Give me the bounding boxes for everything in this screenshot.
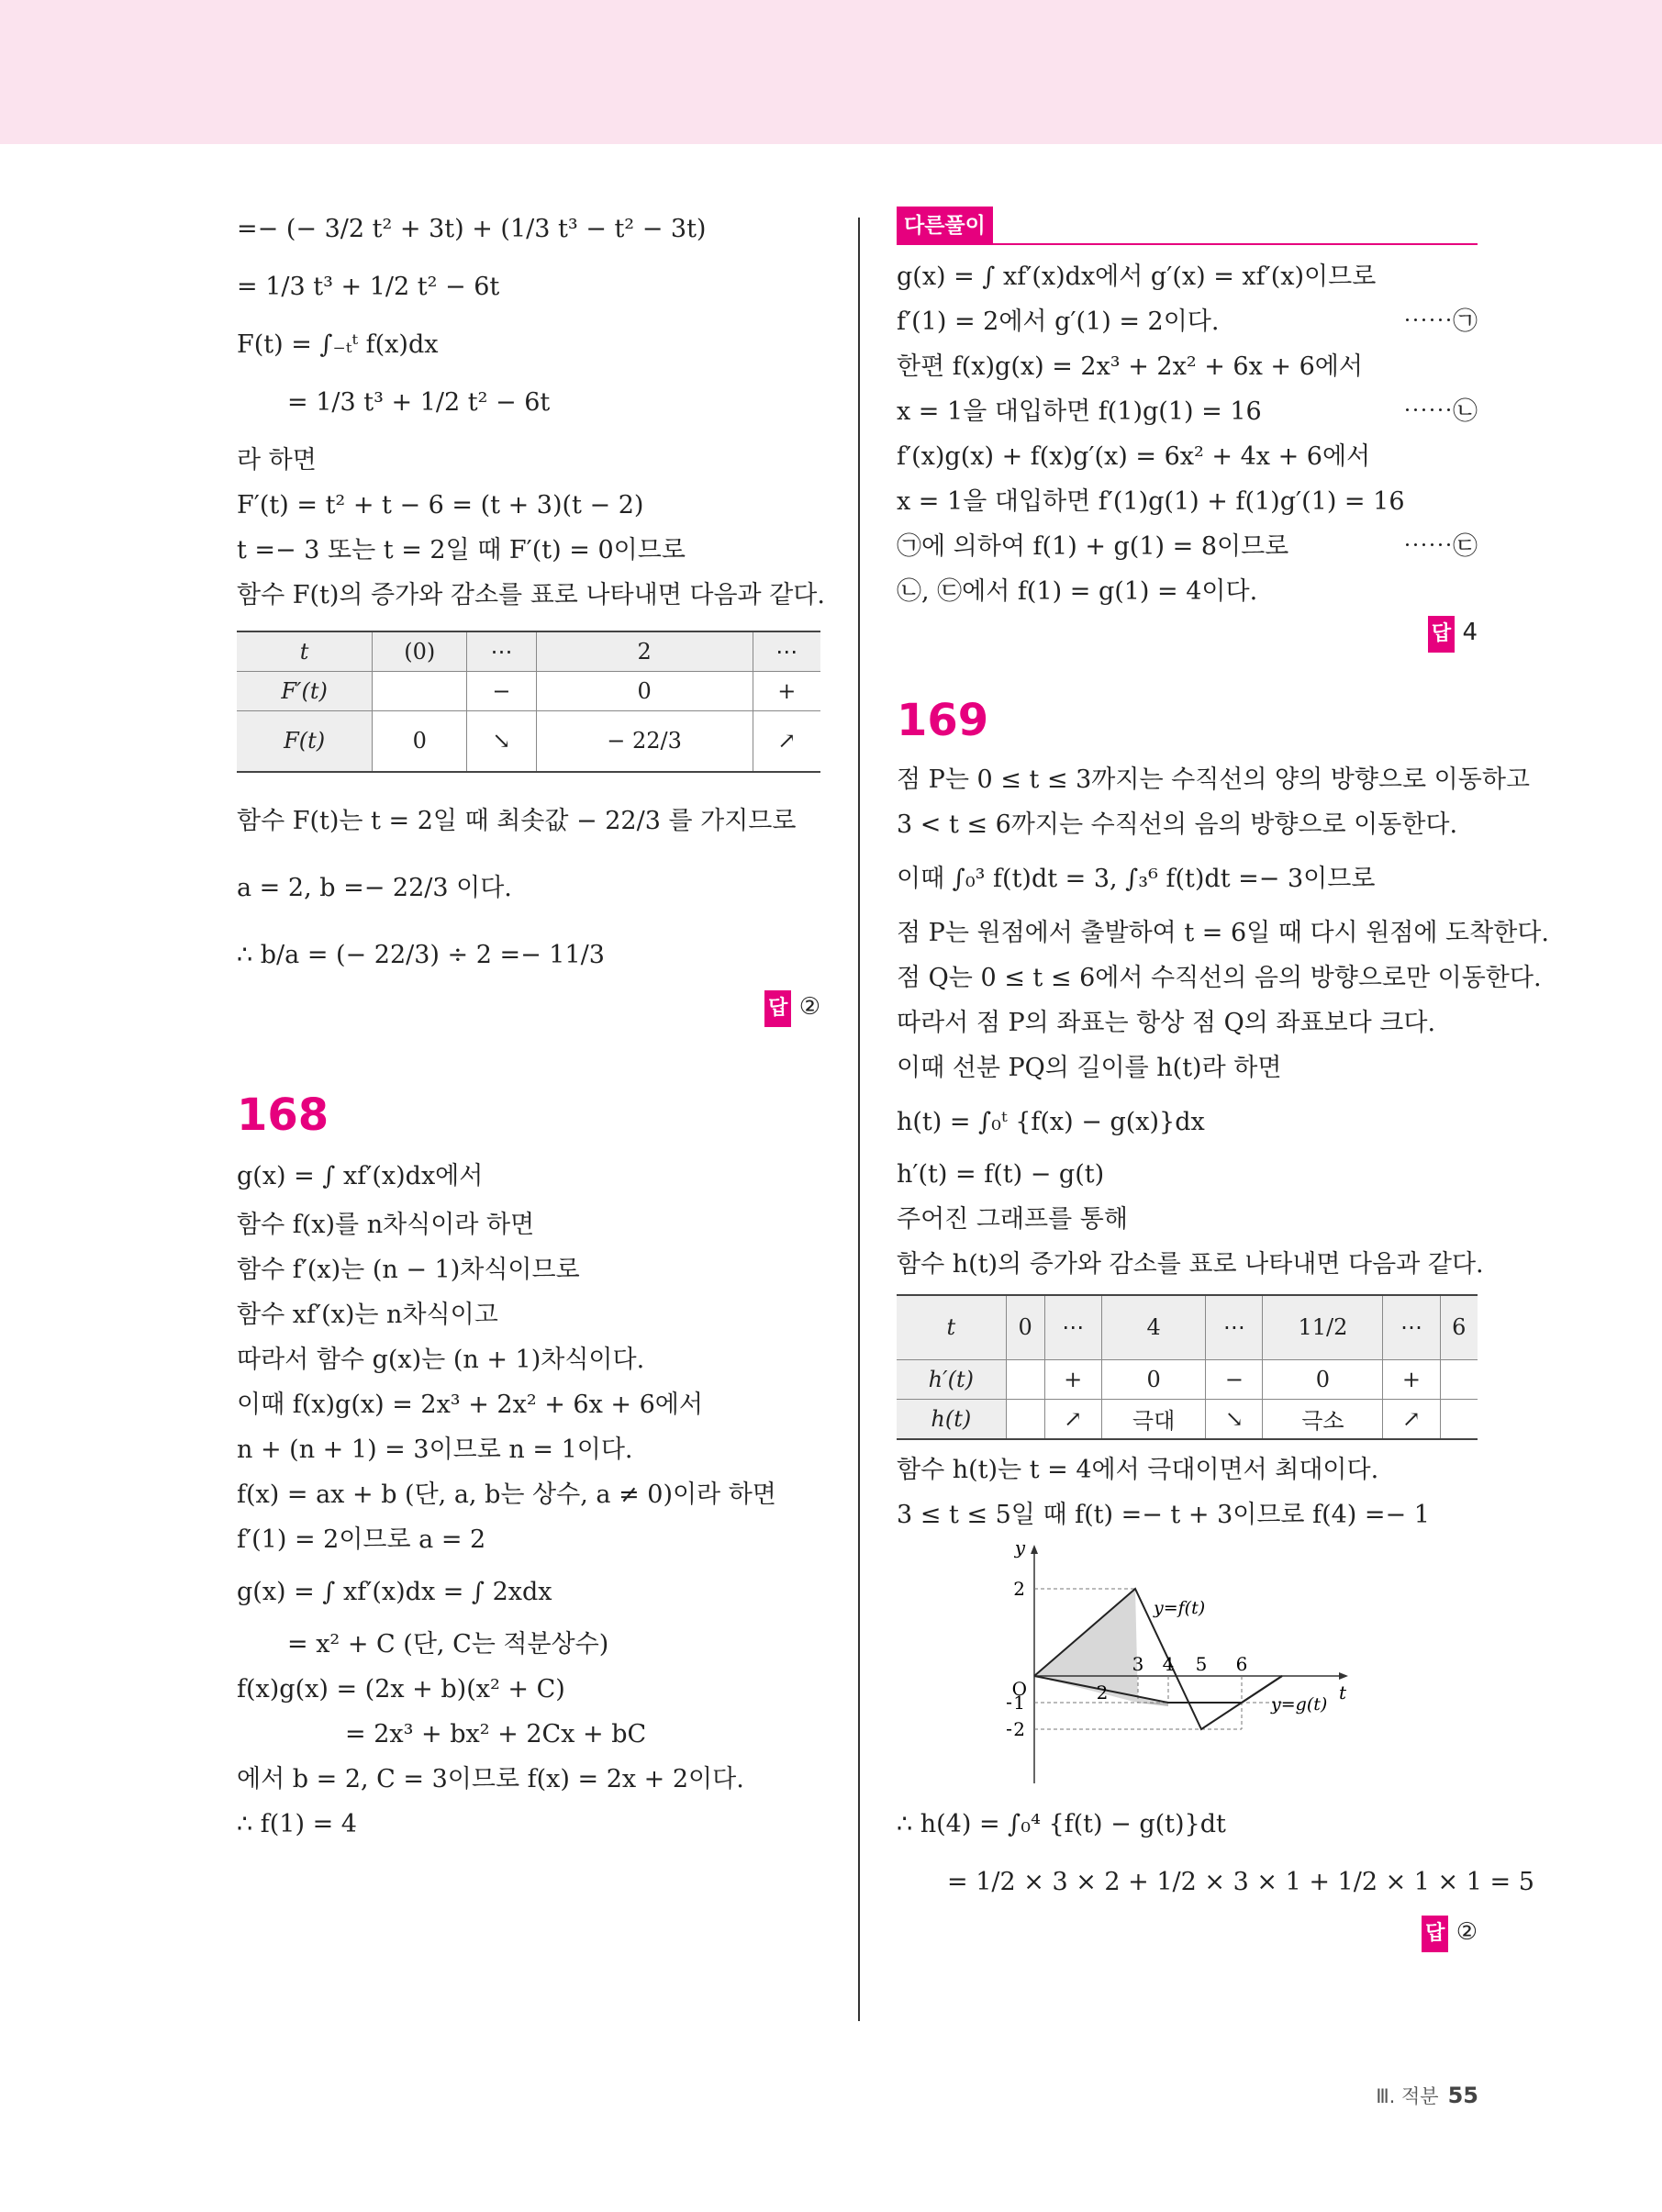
left-column: [237, 207, 825, 1847]
x-tick: 3: [1132, 1652, 1144, 1675]
table-cell: h(t): [897, 1399, 1006, 1439]
page-footer: [1376, 2082, 1478, 2109]
solution-line: t =− 3 또는 t = 2일 때 F′(t) = 0이므로: [237, 536, 686, 564]
solution-line: h′(t) = f(t) − g(t): [897, 1160, 1105, 1189]
table-cell: [1440, 1399, 1478, 1439]
table-cell: 0: [1101, 1359, 1206, 1399]
answer-169: [897, 1914, 1478, 1952]
table-cell: ⋯: [753, 631, 820, 672]
solution-line: 함수 f(x)를 n차식이라 하면: [237, 1210, 535, 1239]
problem-number: 168: [237, 1089, 329, 1141]
solution-line: ㉡, ㉢에서 f(1) = g(1) = 4이다.: [897, 577, 1258, 606]
solution-line: 함수 F(t)는 t = 2일 때 최솟값 − 22/3 를 가지므로: [237, 806, 797, 835]
solution-line: =− (− 3/2 t² + 3t) + (1/3 t³ − t² − 3t): [237, 215, 707, 243]
table-cell: ⋯: [1044, 1295, 1101, 1359]
table-cell: ↗: [1044, 1399, 1101, 1439]
solution-line: ∴ b/a = (− 22/3) ÷ 2 =− 11/3: [237, 940, 605, 969]
y-tick: 2: [1013, 1717, 1025, 1740]
solution-line: 한편 f(x)g(x) = 2x³ + 2x² + 6x + 6에서: [897, 352, 1363, 381]
table-cell: ⋯: [467, 631, 536, 672]
table-cell: [373, 672, 467, 711]
table-cell: 11/2: [1263, 1295, 1383, 1359]
table-cell: 4: [1101, 1295, 1206, 1359]
table-cell: [1440, 1359, 1478, 1399]
x-tick: 5: [1195, 1652, 1208, 1675]
table-cell: 2: [536, 631, 753, 672]
solution-line: 함수 h(t)의 증가와 감소를 표로 나타내면 다음과 같다.: [897, 1250, 1484, 1279]
table-cell: 0: [1263, 1359, 1383, 1399]
table-cell: 0: [536, 672, 753, 711]
solution-line: g(x) = ∫ xf′(x)dx = ∫ 2xdx: [237, 1577, 552, 1606]
origin-label: O: [1011, 1677, 1027, 1700]
solution-line: x = 1을 대입하면 f′(1)g(1) + f(1)g′(1) = 16: [897, 487, 1405, 516]
table-cell: 극대: [1101, 1399, 1206, 1439]
table-cell: [1006, 1359, 1044, 1399]
y-tick: 1: [1013, 1691, 1025, 1714]
answer-167: [237, 989, 820, 1027]
solution-line: 라 하면: [237, 446, 317, 475]
table-cell: −: [467, 672, 536, 711]
solution-line: ∴ h(4) = ∫₀⁴ {f(t) − g(t)}dt: [897, 1809, 1226, 1838]
solution-line: 주어진 그래프를 통해: [897, 1205, 1128, 1234]
solution-line: 이때 f(x)g(x) = 2x³ + 2x² + 6x + 6에서: [237, 1390, 703, 1419]
solution-line: 이때 선분 PQ의 길이를 h(t)라 하면: [897, 1054, 1282, 1082]
solution-line: g(x) = ∫ xf′(x)dx에서: [237, 1161, 484, 1190]
solution-line: f′(x)g(x) + f(x)g′(x) = 6x² + 4x + 6에서: [897, 442, 1371, 471]
header-band: [0, 0, 1662, 144]
table-cell: [1006, 1399, 1044, 1439]
section-name: Ⅲ. 적분: [1376, 2085, 1439, 2107]
table-cell: +: [1044, 1359, 1101, 1399]
table-cell: F′(t): [237, 672, 373, 711]
table-cell: ⋯: [1206, 1295, 1263, 1359]
table-cell: h′(t): [897, 1359, 1006, 1399]
solution-line: g(x) = ∫ xf′(x)dx에서 g′(x) = xf′(x)이므로: [897, 263, 1377, 291]
solution-line: 따라서 함수 g(x)는 (n + 1)차식이다.: [237, 1345, 645, 1374]
table-cell: t: [237, 631, 373, 672]
answer-label: 답: [1422, 1916, 1448, 1952]
solution-line: 3 < t ≤ 6까지는 수직선의 음의 방향으로 이동한다.: [897, 810, 1458, 839]
solution-line: = 1/3 t³ + 1/2 t² − 6t: [237, 273, 500, 301]
variation-table-h: [897, 1294, 1478, 1440]
solution-line: 이때 ∫₀³ f(t)dt = 3, ∫₃⁶ f(t)dt =− 3이므로: [897, 865, 1376, 893]
table-cell: t: [897, 1295, 1006, 1359]
solution-line: f′(1) = 2에서 g′(1) = 2이다. ⋯⋯㉠: [897, 307, 1478, 336]
table-cell: −: [1206, 1359, 1263, 1399]
solution-line: x = 1을 대입하면 f(1)g(1) = 16 ⋯⋯㉡: [897, 397, 1478, 426]
table-cell: +: [1383, 1359, 1440, 1399]
solution-line: n + (n + 1) = 3이므로 n = 1이다.: [237, 1435, 633, 1464]
t-label: t: [1339, 1681, 1347, 1704]
table-cell: ↗: [1383, 1399, 1440, 1439]
solution-line: = 1/2 × 3 × 2 + 1/2 × 3 × 1 + 1/2 × 1 × 1 = 5: [947, 1867, 1534, 1896]
solution-line: ㉠에 의하여 f(1) + g(1) = 8이므로 ⋯⋯㉢: [897, 532, 1478, 561]
table-cell: 극소: [1263, 1399, 1383, 1439]
variation-table-F: [237, 631, 820, 773]
answer-value: ②: [798, 992, 820, 1021]
answer-label: 답: [1428, 616, 1455, 653]
answer-168: [897, 614, 1478, 653]
solution-line: F(t) = ∫₋ₜᵗ f(x)dx: [237, 330, 439, 359]
solution-line: f(x)g(x) = (2x + b)(x² + C): [237, 1674, 565, 1704]
g-label: y=g(t): [1271, 1693, 1328, 1715]
y-label: y: [1014, 1542, 1025, 1558]
alt-solution-label: 다른풀이: [897, 207, 993, 243]
f-label: y=f(t): [1154, 1597, 1206, 1618]
answer-label: 답: [764, 990, 791, 1027]
solution-line: 함수 xf′(x)는 n차식이고: [237, 1300, 498, 1329]
x-tick: 4: [1162, 1652, 1175, 1675]
table-cell: 6: [1440, 1295, 1478, 1359]
y-tick: 2: [1013, 1577, 1025, 1600]
table-cell: (0): [373, 631, 467, 672]
solution-line: = x² + C (단, C는 적분상수): [287, 1629, 609, 1659]
table-cell: ↗: [753, 711, 820, 772]
x-tick: 6: [1235, 1652, 1248, 1675]
table-cell: ⋯: [1383, 1295, 1440, 1359]
table-cell: +: [753, 672, 820, 711]
ft-gt-graph: [1007, 1543, 1355, 1791]
solution-line: a = 2, b =− 22/3 이다.: [237, 873, 512, 902]
page-number: 55: [1447, 2083, 1478, 2108]
solution-line: 3 ≤ t ≤ 5일 때 f(t) =− t + 3이므로 f(4) =− 1: [897, 1500, 1430, 1529]
table-cell: ↘: [467, 711, 536, 772]
problem-number: 169: [897, 695, 989, 746]
solution-line: 함수 f′(x)는 (n − 1)차식이므로: [237, 1255, 580, 1284]
solution-line: 점 P는 0 ≤ t ≤ 3까지는 수직선의 양의 방향으로 이동하고: [897, 765, 1531, 794]
solution-line: = 2x³ + bx² + 2Cx + bC: [345, 1719, 647, 1748]
solution-line: ∴ f(1) = 4: [237, 1809, 357, 1838]
solution-line: 점 Q는 0 ≤ t ≤ 6에서 수직선의 음의 방향으로만 이동한다.: [897, 964, 1542, 992]
solution-line: = 1/3 t³ + 1/2 t² − 6t: [287, 388, 551, 417]
solution-line: f′(1) = 2이므로 a = 2: [237, 1525, 486, 1554]
solution-line: 함수 F(t)의 증가와 감소를 표로 나타내면 다음과 같다.: [237, 581, 825, 609]
table-cell: ↘: [1206, 1399, 1263, 1439]
table-cell: 0: [1006, 1295, 1044, 1359]
answer-value: 4: [1462, 619, 1478, 646]
column-divider: [858, 218, 860, 2021]
solution-line: 따라서 점 P의 좌표는 항상 점 Q의 좌표보다 크다.: [897, 1009, 1436, 1037]
solution-line: F′(t) = t² + t − 6 = (t + 3)(t − 2): [237, 491, 644, 519]
answer-value: ②: [1456, 1917, 1478, 1946]
table-cell: F(t): [237, 711, 373, 772]
right-column: [897, 207, 1549, 1952]
solution-line: 에서 b = 2, C = 3이므로 f(x) = 2x + 2이다.: [237, 1764, 744, 1793]
inner-tick: 2: [1096, 1681, 1109, 1704]
solution-line: 함수 h(t)는 t = 4에서 극대이면서 최대이다.: [897, 1455, 1379, 1484]
solution-line: h(t) = ∫₀ᵗ {f(x) − g(x)}dx: [897, 1108, 1205, 1136]
solution-line: f(x) = ax + b (단, a, b는 상수, a ≠ 0)이라 하면: [237, 1480, 776, 1509]
table-cell: − 22/3: [536, 711, 753, 772]
table-cell: 0: [373, 711, 467, 772]
solution-line: 점 P는 원점에서 출발하여 t = 6일 때 다시 원점에 도착한다.: [897, 919, 1549, 947]
alt-solution-header: [897, 207, 1478, 245]
